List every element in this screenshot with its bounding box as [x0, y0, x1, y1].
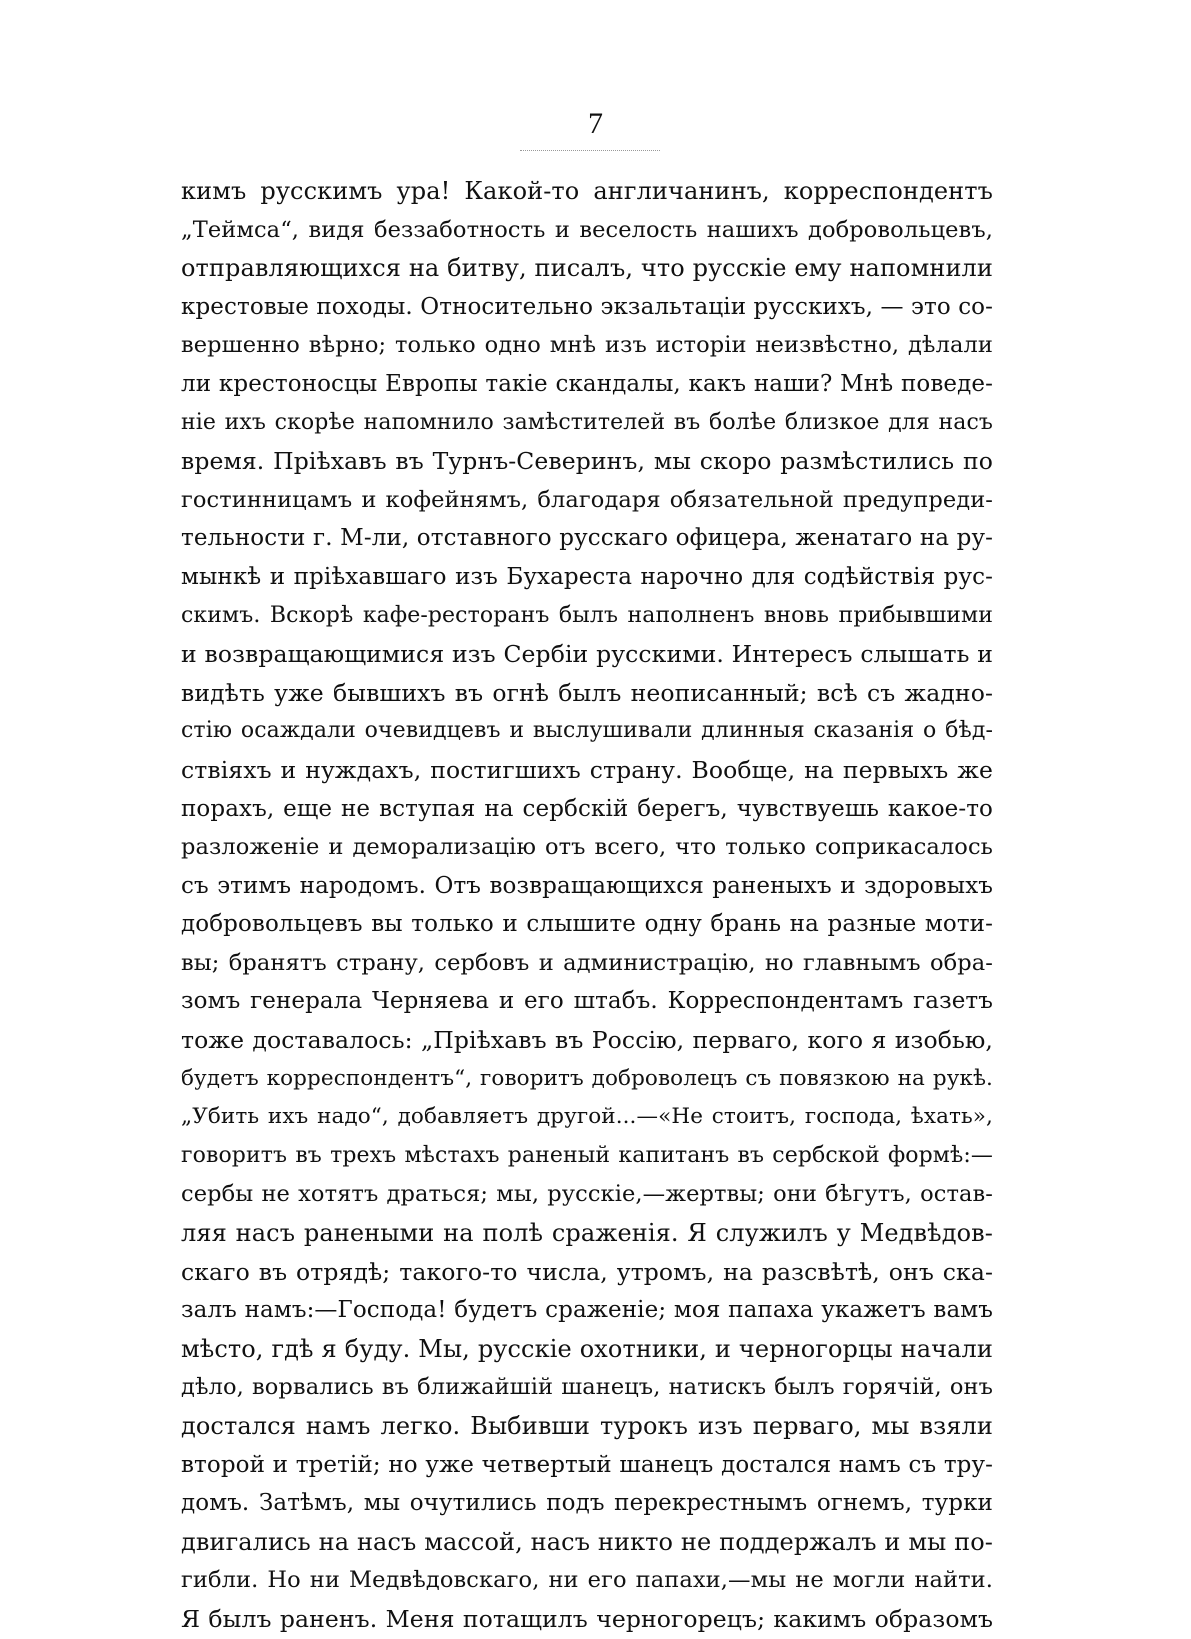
text-line: дѣло, ворвались въ ближайшій шанецъ, натискъ былъ горячій, онъ: [181, 1374, 993, 1401]
text-line: гостинницамъ и кофейнямъ, благодаря обязательной предупреди-: [181, 486, 993, 513]
text-line: ніе ихъ скорѣе напомнило замѣстителей въ болѣе близкое для насъ: [181, 409, 993, 435]
text-line: второй и третій; но уже четвертый шанецъ достался намъ съ тру-: [181, 1451, 993, 1478]
text-line: добровольцевъ вы только и слышите одну брань на разные моти-: [181, 911, 993, 938]
text-line: ли крестоносцы Европы такіе скандалы, какъ наши? Мнѣ поведе-: [181, 370, 993, 397]
text-line: скаго въ отрядѣ; такого-то числа, утромъ, на разсвѣтѣ, онъ ска-: [181, 1257, 993, 1286]
text-line: говоритъ въ трехъ мѣстахъ раненый капитанъ въ сербской формѣ:—: [181, 1142, 993, 1168]
text-line: стію осаждали очевидцевъ и выслушивали длинныя сказанія о бѣд-: [181, 718, 993, 744]
text-line: зомъ генерала Черняева и его штабъ. Корреспондентамъ газетъ: [181, 988, 993, 1015]
text-line: отправляющихся на битву, писалъ, что русскіе ему напомнили: [181, 254, 993, 283]
body-text: [181, 172, 993, 1639]
text-line: ствіяхъ и нуждахъ, постигшихъ страну. Вообще, на первыхъ же: [181, 755, 993, 784]
text-line: съ этимъ народомъ. Отъ возвращающихся раненыхъ и здоровыхъ: [181, 872, 993, 899]
page-number: 7: [588, 107, 603, 140]
text-line: вы; бранятъ страну, сербовъ и администрацію, но главнымъ обра-: [181, 949, 993, 976]
text-line: ляя насъ ранеными на полѣ сраженія. Я служилъ у Медвѣдов-: [181, 1219, 993, 1248]
text-line: сербы не хотятъ драться; мы, русскіе,—жертвы; они бѣгутъ, остав-: [181, 1181, 993, 1208]
text-line: и возвращающимися изъ Сербіи русскими. Интересъ слышать и: [181, 640, 993, 669]
text-line: Я былъ раненъ. Меня потащилъ черногорецъ; какимъ образомъ: [181, 1604, 993, 1633]
text-line: скимъ. Вскорѣ кафе-ресторанъ былъ наполненъ вновь прибывшими: [181, 602, 993, 628]
text-line: будетъ корреспондентъ“, говоритъ доброволецъ съ повязкою на рукѣ.: [181, 1065, 993, 1091]
text-line: тоже доставалось: „Пріѣхавъ въ Россію, перваго, кого я изобью,: [181, 1026, 993, 1055]
text-line: видѣть уже бывшихъ въ огнѣ былъ неописанный; всѣ съ жадно-: [181, 678, 993, 707]
text-line: время. Пріѣхавъ въ Турнъ-Северинъ, мы скоро размѣстились по: [181, 447, 993, 476]
text-line: кимъ русскимъ ура! Какой-то англичанинъ, корреспондентъ: [181, 177, 993, 205]
text-line: домъ. Затѣмъ, мы очутились подъ перекрестнымъ огнемъ, турки: [181, 1490, 993, 1517]
text-line: тельности г. М-ли, отставного русскаго офицера, женатаго на ру-: [181, 525, 993, 552]
header-rule: [520, 150, 660, 151]
text-line: мынкѣ и пріѣхавшаго изъ Бухареста нарочно для содѣйствія рус-: [181, 563, 993, 590]
text-line: мѣсто, гдѣ я буду. Мы, русскіе охотники, и черногорцы начали: [181, 1334, 993, 1363]
text-line: „Убить ихъ надо“, добавляетъ другой...—«Не стоитъ, господа, ѣхать»,: [181, 1104, 993, 1130]
text-line: разложеніе и деморализацію отъ всего, что только соприкасалось: [181, 834, 993, 861]
text-line: вершенно вѣрно; только одно мнѣ изъ исторіи неизвѣстно, дѣлали: [181, 332, 993, 359]
text-line: залъ намъ:—Господа! будетъ сраженіе; моя папаха укажетъ вамъ: [181, 1297, 993, 1324]
text-line: „Теймса“, видя беззаботность и веселость нашихъ добровольцевъ,: [181, 216, 993, 243]
text-line: достался намъ легко. Выбивши турокъ изъ перваго, мы взяли: [181, 1412, 993, 1440]
text-line: порахъ, еще не вступая на сербскій берегъ, чувствуешь какое-то: [181, 795, 993, 822]
text-line: крестовые походы. Относительно экзальтаціи русскихъ, — это со-: [181, 293, 993, 320]
text-line: двигались на насъ массой, насъ никто не поддержалъ и мы по-: [181, 1527, 993, 1556]
text-line: гибли. Но ни Медвѣдовскаго, ни его папахи,—мы не могли найти.: [181, 1567, 993, 1594]
